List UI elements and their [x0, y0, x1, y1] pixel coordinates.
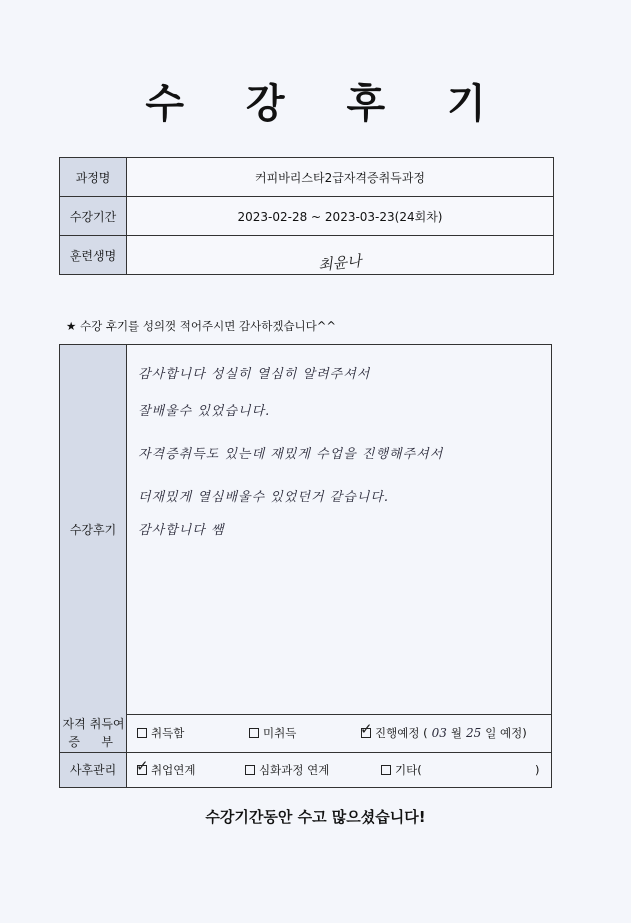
cert-label-line1: 자격증: [62, 717, 86, 749]
review-line: 감사합니다 성실히 열심히 알려주셔서: [138, 367, 371, 382]
followup-option-label: 심화과정 연계: [259, 763, 330, 777]
followup-option-other[interactable]: [381, 762, 422, 778]
footer-message: 수강기간동안 수고 많으셨습니다!: [205, 808, 426, 826]
check-mark-icon: ✓: [360, 720, 373, 738]
document-title: 수 강 후 기: [145, 81, 510, 127]
course-info-table: [59, 157, 554, 275]
review-table: [59, 344, 552, 788]
trainee-signature: 최윤나: [317, 251, 363, 274]
cert-day-unit: 일 예정): [485, 726, 527, 740]
review-line: 감사합니다 쌤: [138, 523, 225, 538]
period-row: [60, 197, 553, 236]
course-value: 커피바리스타2급자격증취득과정: [127, 158, 553, 196]
course-row: [60, 158, 553, 197]
followup-row: [60, 753, 551, 787]
notice-text: ★ 수강 후기를 성의껏 적어주시면 감사하겠습니다^^: [66, 319, 337, 333]
followup-option-advanced[interactable]: [245, 762, 329, 778]
cert-options: [127, 714, 551, 752]
review-line: 자격증취득도 있는데 재밌게 수업을 진행해주셔서: [138, 447, 444, 462]
followup-label: 사후관리: [60, 753, 127, 787]
review-handwriting: [130, 359, 545, 538]
cert-option-label: 진행예정 (: [375, 726, 428, 740]
checkbox[interactable]: [381, 765, 391, 775]
cert-row: [60, 714, 551, 753]
period-value: 2023-02-28 ~ 2023-03-23(24회차): [127, 197, 553, 235]
checkbox[interactable]: [137, 728, 147, 738]
cert-month-unit: 월: [450, 726, 462, 740]
cert-option-label: 취득함: [151, 726, 185, 740]
check-mark-icon: ✓: [136, 757, 149, 775]
review-line: 더재밌게 열심배울수 있었던거 같습니다.: [138, 490, 390, 505]
trainee-row: [60, 236, 553, 274]
checkbox-checked[interactable]: [136, 757, 149, 775]
followup-options: [127, 753, 551, 787]
cert-day: 25: [465, 726, 482, 740]
checkbox[interactable]: [249, 728, 259, 738]
cert-label-line2: 취득여부: [89, 717, 125, 749]
checkbox-checked[interactable]: [360, 720, 373, 738]
followup-option-label: 기타(: [395, 763, 422, 777]
period-label: 수강기간: [60, 197, 127, 235]
followup-option-label: 취업연계: [151, 763, 196, 777]
followup-other-close: ): [535, 763, 540, 777]
review-section: [60, 345, 551, 715]
course-label: 과정명: [60, 158, 127, 196]
cert-option-scheduled[interactable]: [360, 720, 527, 741]
cert-option-acquired[interactable]: [137, 725, 184, 741]
review-line: 잘배울수 있었습니다.: [138, 404, 271, 419]
checkbox[interactable]: [245, 765, 255, 775]
trainee-label: 훈련생명: [60, 236, 127, 274]
cert-option-label: 미취득: [263, 726, 297, 740]
cert-option-not-acquired[interactable]: [249, 725, 296, 741]
followup-option-job[interactable]: [136, 757, 196, 778]
trainee-value: [127, 236, 553, 274]
review-label: 수강후기: [60, 345, 127, 714]
cert-month: 03: [431, 726, 447, 740]
cert-label: [60, 714, 127, 752]
